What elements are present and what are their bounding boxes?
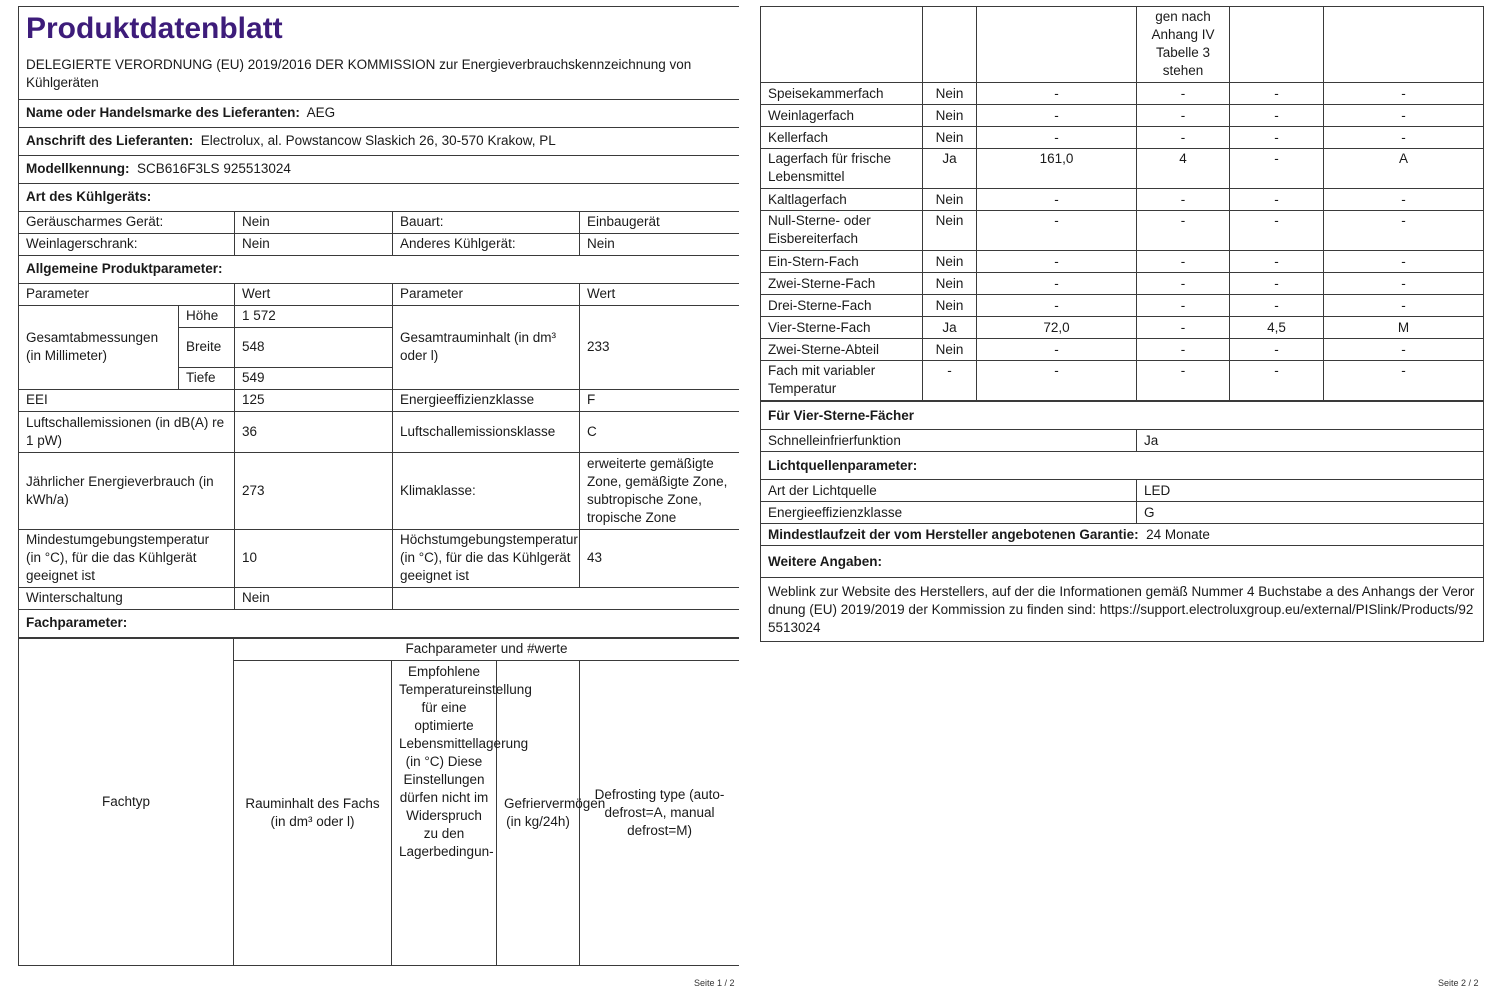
type-heading: Art des Kühlgeräts: <box>19 183 740 211</box>
cont-empty-2 <box>923 7 977 83</box>
compartment-freeze-cell: - <box>1230 251 1324 273</box>
weblink-text: Weblink zur Website des Herstellers, auf der die Informationen gemäß Nummer 4 Buchstabe a des Anhangs der Verordnung (EU) 2019/2019 der Kommission zu finden sind: https://support.electroluxgroup.eu/external/PISlink/Products/925513024 <box>761 578 1484 642</box>
compartment-row <box>761 339 1484 361</box>
compartment-temp-cell: - <box>1137 361 1230 401</box>
compartment-row <box>761 83 1484 105</box>
address-label: Anschrift des Lieferanten: <box>26 133 194 148</box>
cont-empty-4 <box>1230 7 1324 83</box>
dims-label: Gesamtabmessungen (in Millimeter) <box>19 305 179 389</box>
compartment-freeze-cell: - <box>1230 149 1324 189</box>
compartment-defrost-cell: A <box>1324 149 1484 189</box>
warranty-value: 24 Monate <box>1146 526 1210 542</box>
compartment-volume-cell: 72,0 <box>977 317 1137 339</box>
compartment-name-cell: Fach mit variabler Temperatur <box>761 361 923 401</box>
compartment-temp-cell: - <box>1137 317 1230 339</box>
compartment-present-cell: Nein <box>923 83 977 105</box>
header-temp: Empfohlene Temperatureinstellung für eine optimierte Lebensmittellagerung (in °C) Diese Einstellungen dürfen nicht im Widerspruch zu den Lagerbedingun- <box>392 660 497 965</box>
compartment-present-cell: Ja <box>923 317 977 339</box>
compartment-defrost-cell: - <box>1324 83 1484 105</box>
compartment-temp-cell: - <box>1137 211 1230 251</box>
compartment-name-cell: Drei-Sterne-Fach <box>761 295 923 317</box>
datasheet-page-1 <box>18 6 739 969</box>
wine-value: Nein <box>235 233 393 255</box>
supplier-label: Name oder Handelsmarke des Lieferanten: <box>26 105 300 120</box>
compartment-row <box>761 211 1484 251</box>
compartment-defrost-cell: - <box>1324 295 1484 317</box>
compartment-defrost-cell: - <box>1324 361 1484 401</box>
eclass-label: Energieeffizienzklasse <box>393 389 580 411</box>
header-defrost: Defrosting type (auto-defrost=A, manual defrost=M) <box>580 660 740 965</box>
compartment-present-cell: Nein <box>923 105 977 127</box>
min-temp-value: 10 <box>235 529 393 587</box>
compartment-name-cell: Kaltlagerfach <box>761 189 923 211</box>
compartment-freeze-cell: - <box>1230 211 1324 251</box>
compartment-freeze-cell: 4,5 <box>1230 317 1324 339</box>
compartment-present-cell: Nein <box>923 251 977 273</box>
compartment-present-cell: Nein <box>923 273 977 295</box>
model-label: Modellkennung: <box>26 161 130 176</box>
address-row <box>19 127 740 155</box>
compartment-temp-cell: - <box>1137 273 1230 295</box>
compartment-defrost-cell: - <box>1324 127 1484 149</box>
other-value: Nein <box>580 233 740 255</box>
other-label: Anderes Kühlgerät: <box>393 233 580 255</box>
compartment-volume-cell: 161,0 <box>977 149 1137 189</box>
eclass-value: F <box>580 389 740 411</box>
max-temp-value: 43 <box>580 529 740 587</box>
comp-heading: Fachparameter: <box>19 609 740 637</box>
cont-empty-1 <box>761 7 923 83</box>
four-star-heading: Für Vier-Sterne-Fächer <box>761 402 1484 430</box>
compartment-temp-cell: - <box>1137 105 1230 127</box>
compartment-name-cell: Zwei-Sterne-Fach <box>761 273 923 295</box>
compartment-defrost-cell: - <box>1324 189 1484 211</box>
energy-value: 273 <box>235 452 393 529</box>
compartment-row <box>761 189 1484 211</box>
energy-label: Jährlicher Energieverbrauch (in kWh/a) <box>19 452 235 529</box>
compartment-temp-cell: - <box>1137 295 1230 317</box>
compartment-volume-cell: - <box>977 189 1137 211</box>
compartment-defrost-cell: - <box>1324 211 1484 251</box>
regulation-text: DELEGIERTE VERORDNUNG (EU) 2019/2016 DER KOMMISSION zur Energieverbrauchskennzeichnung von Kühlgeräten <box>19 49 740 99</box>
depth-value: 549 <box>235 367 393 389</box>
compartment-volume-cell: - <box>977 251 1137 273</box>
quick-freeze-value: Ja <box>1137 430 1484 452</box>
compartment-present-cell: Nein <box>923 339 977 361</box>
compartment-present-cell: Nein <box>923 295 977 317</box>
compartment-name-cell: Speisekammerfach <box>761 83 923 105</box>
general-table <box>18 6 739 638</box>
datasheet-page-2 <box>760 6 1483 642</box>
col-value-2: Wert <box>580 283 740 305</box>
eei-value: 125 <box>235 389 393 411</box>
quick-freeze-label: Schnelleinfrierfunktion <box>761 430 1137 452</box>
winter-label: Winterschaltung <box>19 587 235 609</box>
compartment-volume-cell: - <box>977 105 1137 127</box>
page-number-2: Seite 2 / 2 <box>1438 978 1479 988</box>
max-temp-label: Höchstumgebungstemperatur (in °C), für die das Kühlgerät geeignet ist <box>393 529 580 587</box>
col-value-1: Wert <box>235 283 393 305</box>
col-param-1: Parameter <box>19 283 235 305</box>
compartment-name-cell: Zwei-Sterne-Abteil <box>761 339 923 361</box>
header-volume: Rauminhalt des Fachs (in dm³ oder l) <box>234 660 392 965</box>
compartment-temp-cell: - <box>1137 251 1230 273</box>
compartment-defrost-cell: - <box>1324 273 1484 295</box>
compartment-temp-cell: - <box>1137 127 1230 149</box>
compartment-freeze-cell: - <box>1230 339 1324 361</box>
warranty-row <box>761 524 1484 546</box>
compartment-defrost-cell: M <box>1324 317 1484 339</box>
compartment-row <box>761 251 1484 273</box>
cont-empty-3 <box>977 7 1137 83</box>
supplier-row <box>19 99 740 127</box>
light-class-value: G <box>1137 502 1484 524</box>
climate-value: erweiterte gemäßigte Zone, gemäßigte Zone, subtropische Zone, tropische Zone <box>580 452 740 529</box>
compartment-row <box>761 105 1484 127</box>
compartment-volume-cell: - <box>977 211 1137 251</box>
compartment-temp-cell: 4 <box>1137 149 1230 189</box>
compartment-rows <box>761 83 1484 401</box>
compartment-name-cell: Vier-Sterne-Fach <box>761 317 923 339</box>
compartment-name-cell: Lagerfach für frische Lebensmittel <box>761 149 923 189</box>
compartment-row <box>761 361 1484 401</box>
light-heading: Lichtquellenparameter: <box>761 452 1484 480</box>
compartment-volume-cell: - <box>977 361 1137 401</box>
compartment-header-table <box>18 638 739 966</box>
climate-label: Klimaklasse: <box>393 452 580 529</box>
compartment-volume-cell: - <box>977 295 1137 317</box>
header-temp-continued: gen nach Anhang IV Tabelle 3 stehen <box>1137 7 1230 83</box>
winter-value: Nein <box>235 587 393 609</box>
compartment-row <box>761 295 1484 317</box>
compartment-temp-cell: - <box>1137 83 1230 105</box>
noise-value: 36 <box>235 411 393 452</box>
supplier-value: AEG <box>306 105 336 120</box>
page-title: Produktdatenblatt <box>19 7 740 50</box>
address-value: Electrolux, al. Powstancow Slaskich 26, 30-570 Krakow, PL <box>200 133 556 148</box>
low-noise-label: Geräuscharmes Gerät: <box>19 211 235 233</box>
compartment-row <box>761 149 1484 189</box>
compartment-table <box>760 6 1484 401</box>
warranty-label: Mindestlaufzeit der vom Hersteller angebotenen Garantie: <box>768 526 1139 542</box>
design-label: Bauart: <box>393 211 580 233</box>
compartment-name-cell: Weinlagerfach <box>761 105 923 127</box>
compartment-freeze-cell: - <box>1230 273 1324 295</box>
wine-label: Weinlagerschrank: <box>19 233 235 255</box>
compartment-freeze-cell: - <box>1230 361 1324 401</box>
low-noise-value: Nein <box>235 211 393 233</box>
empty-cell <box>393 587 740 609</box>
col-param-2: Parameter <box>393 283 580 305</box>
compartment-present-cell: Nein <box>923 127 977 149</box>
depth-label: Tiefe <box>179 367 235 389</box>
compartment-freeze-cell: - <box>1230 295 1324 317</box>
model-row <box>19 155 740 183</box>
volume-label: Gesamtrauminhalt (in dm³ oder l) <box>393 305 580 389</box>
width-value: 548 <box>235 327 393 367</box>
compartment-name-cell: Null-Sterne- oder Eisbereiterfach <box>761 211 923 251</box>
compartment-name-cell: Kellerfach <box>761 127 923 149</box>
compartment-freeze-cell: - <box>1230 127 1324 149</box>
header-type: Fachtyp <box>19 638 234 965</box>
eei-label: EEI <box>19 389 235 411</box>
compartment-row <box>761 127 1484 149</box>
compartment-freeze-cell: - <box>1230 189 1324 211</box>
light-type-value: LED <box>1137 480 1484 502</box>
model-value: SCB616F3LS 925513024 <box>137 161 291 176</box>
compartment-defrost-cell: - <box>1324 339 1484 361</box>
compartment-present-cell: Ja <box>923 149 977 189</box>
height-value: 1 572 <box>235 305 393 327</box>
compartment-present-cell: Nein <box>923 211 977 251</box>
header-freeze: Gefriervermögen (in kg/24h) <box>497 660 580 965</box>
compartment-volume-cell: - <box>977 83 1137 105</box>
compartment-name-cell: Ein-Stern-Fach <box>761 251 923 273</box>
compartment-volume-cell: - <box>977 339 1137 361</box>
header-values-heading: Fachparameter und #werte <box>234 638 740 660</box>
compartment-freeze-cell: - <box>1230 83 1324 105</box>
cont-empty-5 <box>1324 7 1484 83</box>
general-heading: Allgemeine Produktparameter: <box>19 255 740 283</box>
compartment-volume-cell: - <box>977 273 1137 295</box>
design-value: Einbaugerät <box>580 211 740 233</box>
light-class-label: Energieeffizienzklasse <box>761 502 1137 524</box>
compartment-defrost-cell: - <box>1324 105 1484 127</box>
more-heading: Weitere Angaben: <box>761 546 1484 578</box>
extra-table <box>760 401 1484 642</box>
volume-value: 233 <box>580 305 740 389</box>
width-label: Breite <box>179 327 235 367</box>
compartment-row <box>761 273 1484 295</box>
compartment-present-cell: Nein <box>923 189 977 211</box>
compartment-freeze-cell: - <box>1230 105 1324 127</box>
height-label: Höhe <box>179 305 235 327</box>
compartment-row <box>761 317 1484 339</box>
noise-class-value: C <box>580 411 740 452</box>
page-number-1: Seite 1 / 2 <box>694 978 735 988</box>
compartment-defrost-cell: - <box>1324 251 1484 273</box>
noise-label: Luftschallemissionen (in dB(A) re 1 pW) <box>19 411 235 452</box>
compartment-temp-cell: - <box>1137 189 1230 211</box>
min-temp-label: Mindestumgebungstemperatur (in °C), für die das Kühlgerät geeignet ist <box>19 529 235 587</box>
light-type-label: Art der Lichtquelle <box>761 480 1137 502</box>
noise-class-label: Luftschallemissionsklasse <box>393 411 580 452</box>
compartment-volume-cell: - <box>977 127 1137 149</box>
compartment-present-cell: - <box>923 361 977 401</box>
compartment-temp-cell: - <box>1137 339 1230 361</box>
